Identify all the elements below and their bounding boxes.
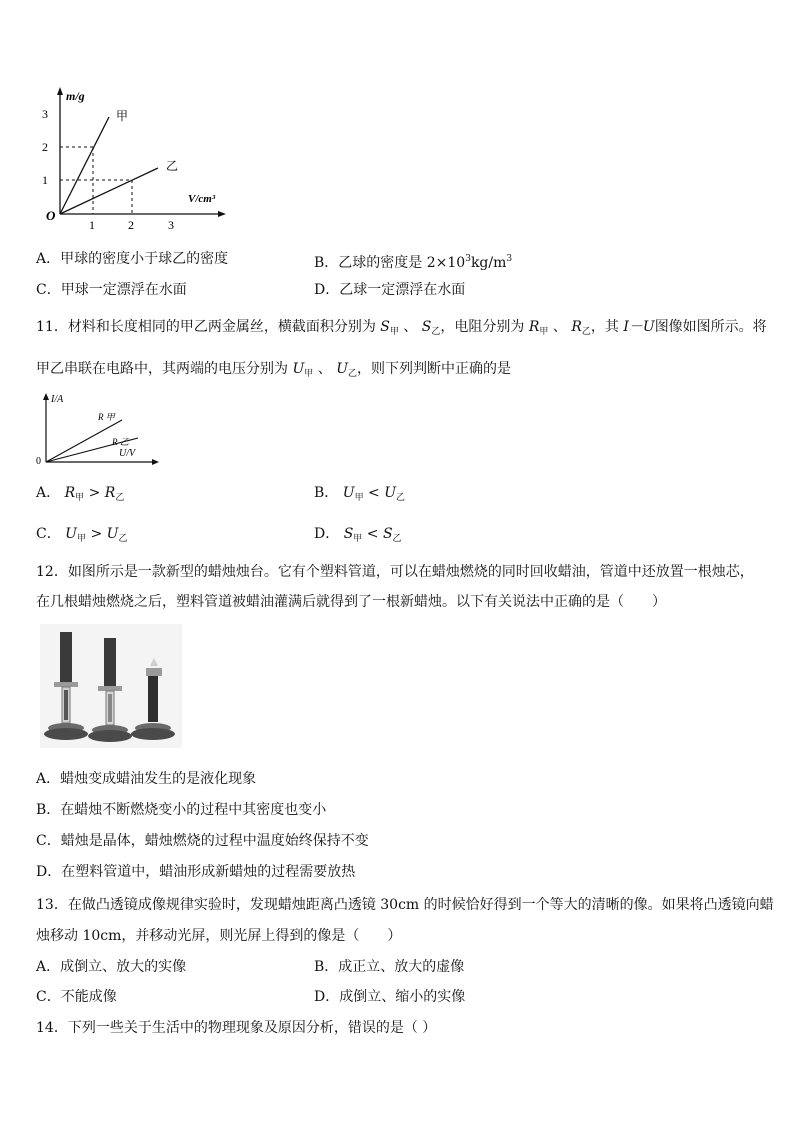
y-tick-3: 3 — [42, 107, 48, 121]
candle-holders-photo — [40, 624, 182, 748]
x-axis-arrow — [218, 211, 226, 217]
line-r-jia-label: R 甲 — [98, 412, 115, 422]
line-yi-label: 乙 — [166, 159, 179, 173]
q12-line1: 12．如图所示是一款新型的蜡烛烛台。它有个塑料管道，可以在蜡烛燃烧的同时回收蜡油，管道中还放置一根烛芯， — [36, 564, 754, 580]
q13-line1: 13．在做凸透镜成像规律实验时，发现蜡烛距离凸透镜 30cm 的时候恰好得到一个等大的清晰的像。如果将凸透镜向蜡 — [36, 897, 774, 913]
q11-option-c[interactable]: C． $U_甲 > U_乙$ — [36, 526, 128, 544]
y-tick-2: 2 — [42, 140, 48, 154]
q11-option-b[interactable]: B． $U_甲 < U_乙$ — [314, 485, 406, 503]
q10-option-b-unit-exp: 3 — [506, 254, 513, 264]
q12-option-b[interactable]: B．在蜡烛不断燃烧变小的过程中其密度也变小 — [36, 802, 327, 818]
q10-option-c[interactable]: C．甲球一定漂浮在水面 — [36, 282, 187, 298]
q13-option-c[interactable]: C．不能成像 — [36, 989, 117, 1005]
y-axis-label: m/g — [66, 89, 85, 103]
x-axis-arrow — [152, 459, 159, 465]
origin-label: 0 — [36, 456, 41, 467]
q12-option-a[interactable]: A．蜡烛变成蜡油发生的是液化现象 — [36, 771, 257, 787]
q12-line2: 在几根蜡烛燃烧之后，塑料管道被蜡油灌满后就得到了一根新蜡烛。以下有关说法中正确的是（ ） — [36, 594, 666, 610]
q10-option-d[interactable]: D．乙球一定漂浮在水面 — [314, 282, 466, 298]
q11-line1: 11．材料和长度相同的甲乙两金属丝，横截面积分别为 $S_甲$ 、 $S_乙$，电阻分别为 $R_甲$ 、 $R_乙$，其 I－U图像如图所示。将 — [36, 319, 767, 337]
q10-option-b-exp: 3 — [465, 254, 471, 264]
x-axis-label: V/cm³ — [188, 193, 216, 205]
line-jia — [60, 117, 109, 214]
mass-volume-graph — [30, 84, 230, 234]
q10-option-b-text: B．乙球的密度是 2×10 — [314, 255, 466, 271]
q11-option-a[interactable]: A． $R_甲 > R_乙$ — [36, 485, 125, 503]
line-r-yi-label: R 乙 — [112, 437, 129, 447]
x-tick-3: 3 — [168, 218, 174, 232]
q10-option-a[interactable]: A．甲球的密度小于球乙的密度 — [36, 251, 229, 267]
y-tick-1: 1 — [42, 173, 48, 187]
y-axis-arrow — [43, 393, 49, 400]
q13-line2: 烛移动 10cm，并移动光屏，则光屏上得到的像是（ ） — [36, 928, 402, 944]
q11-line2: 甲乙串联在电路中，其两端的电压分别为 $U_甲$ 、 $U_乙$，则下列判断中正确的是 — [36, 361, 512, 379]
line-jia-label: 甲 — [116, 109, 129, 123]
q13-option-d[interactable]: D．成倒立、缩小的实像 — [314, 989, 466, 1005]
q13-option-a[interactable]: A．成倒立、放大的实像 — [36, 959, 187, 975]
x-tick-2: 2 — [128, 218, 134, 232]
q11-option-d[interactable]: D． $S_甲 < S_乙$ — [314, 526, 402, 544]
y-axis-arrow — [57, 87, 63, 95]
q12-option-c[interactable]: C．蜡烛是晶体，蜡烛燃烧的过程中温度始终保持不变 — [36, 833, 369, 849]
current-voltage-graph — [30, 390, 160, 470]
line-yi — [60, 168, 158, 214]
q13-option-b[interactable]: B．成正立、放大的虚像 — [314, 959, 465, 975]
y-axis-label: I/A — [51, 394, 64, 405]
x-axis-label: U/V — [119, 448, 136, 459]
line-r-jia — [46, 420, 122, 462]
q10-option-b[interactable] — [314, 250, 512, 272]
q14-line1: 14．下列一些关于生活中的物理现象及原因分析，错误的是（ ） — [36, 1020, 437, 1036]
x-tick-1: 1 — [89, 218, 95, 232]
origin-label: O — [46, 208, 56, 223]
q10-option-b-unit: kg/m — [470, 255, 507, 271]
q12-option-d[interactable]: D．在塑料管道中，蜡油形成新蜡烛的过程需要放热 — [36, 864, 356, 880]
